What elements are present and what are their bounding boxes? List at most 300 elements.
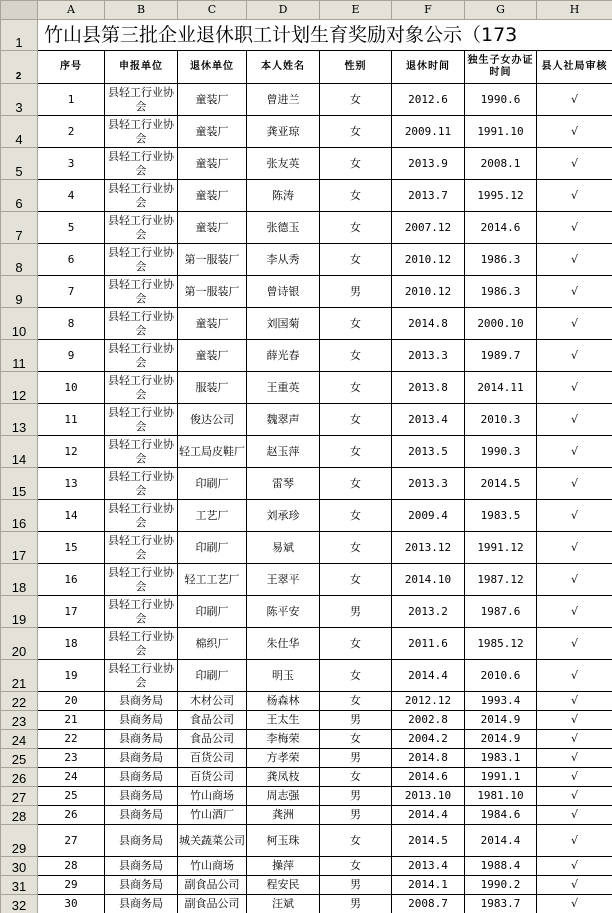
column-header-f[interactable]: F <box>392 1 465 20</box>
header-name[interactable]: 本人姓名 <box>247 51 320 84</box>
cell-review[interactable]: √ <box>537 212 612 244</box>
cell-cert-time[interactable]: 1986.3 <box>465 276 537 308</box>
cell-review[interactable]: √ <box>537 895 612 913</box>
cell-gender[interactable]: 女 <box>320 564 392 596</box>
header-retire-time[interactable]: 退休时间 <box>392 51 465 84</box>
cell-gender[interactable]: 女 <box>320 532 392 564</box>
cell-gender[interactable]: 女 <box>320 692 392 711</box>
cell-retire-time[interactable]: 2014.4 <box>392 806 465 825</box>
cell-cert-time[interactable]: 1989.7 <box>465 340 537 372</box>
cell-retire-time[interactable]: 2013.2 <box>392 596 465 628</box>
cell-retire-unit[interactable]: 竹山商场 <box>178 787 247 806</box>
cell-retire-unit[interactable]: 食品公司 <box>178 711 247 730</box>
row-header[interactable]: 16 <box>1 500 38 532</box>
cell-retire-unit[interactable]: 童装厂 <box>178 180 247 212</box>
cell-gender[interactable]: 女 <box>320 244 392 276</box>
cell-review[interactable]: √ <box>537 876 612 895</box>
cell-retire-unit[interactable]: 副食品公司 <box>178 876 247 895</box>
row-header[interactable]: 10 <box>1 308 38 340</box>
column-header-c[interactable]: C <box>178 1 247 20</box>
row-header-1[interactable]: 1 <box>1 20 38 51</box>
cell-gender[interactable]: 女 <box>320 768 392 787</box>
cell-cert-time[interactable]: 2014.9 <box>465 711 537 730</box>
cell-name[interactable]: 曾诗银 <box>247 276 320 308</box>
cell-retire-unit[interactable]: 棉织厂 <box>178 628 247 660</box>
row-header[interactable]: 32 <box>1 895 38 913</box>
cell-retire-time[interactable]: 2007.12 <box>392 212 465 244</box>
cell-review[interactable]: √ <box>537 692 612 711</box>
cell-review[interactable]: √ <box>537 404 612 436</box>
cell-name[interactable]: 刘承珍 <box>247 500 320 532</box>
cell-seq[interactable]: 18 <box>38 628 105 660</box>
cell-cert-time[interactable]: 1990.6 <box>465 84 537 116</box>
cell-review[interactable]: √ <box>537 148 612 180</box>
cell-report-unit[interactable]: 县轻工行业协会 <box>105 532 178 564</box>
cell-review[interactable]: √ <box>537 857 612 876</box>
cell-review[interactable]: √ <box>537 711 612 730</box>
column-header-a[interactable]: A <box>38 1 105 20</box>
cell-review[interactable]: √ <box>537 787 612 806</box>
cell-name[interactable]: 操萍 <box>247 857 320 876</box>
cell-retire-time[interactable]: 2010.12 <box>392 276 465 308</box>
cell-retire-unit[interactable]: 童装厂 <box>178 116 247 148</box>
cell-gender[interactable]: 男 <box>320 749 392 768</box>
cell-retire-unit[interactable]: 食品公司 <box>178 730 247 749</box>
cell-report-unit[interactable]: 县轻工行业协会 <box>105 180 178 212</box>
cell-review[interactable]: √ <box>537 116 612 148</box>
cell-gender[interactable]: 女 <box>320 436 392 468</box>
table-row <box>1 596 612 628</box>
cell-report-unit[interactable]: 县轻工行业协会 <box>105 596 178 628</box>
cell-name[interactable]: 朱仕华 <box>247 628 320 660</box>
cell-report-unit[interactable]: 县商务局 <box>105 692 178 711</box>
cell-name[interactable]: 张友英 <box>247 148 320 180</box>
cell-review[interactable]: √ <box>537 628 612 660</box>
cell-gender[interactable]: 女 <box>320 730 392 749</box>
cell-gender[interactable]: 男 <box>320 596 392 628</box>
cell-retire-time[interactable]: 2010.12 <box>392 244 465 276</box>
table-row <box>1 532 612 564</box>
row-header[interactable]: 31 <box>1 876 38 895</box>
cell-gender[interactable]: 男 <box>320 806 392 825</box>
cell-report-unit[interactable]: 县轻工行业协会 <box>105 564 178 596</box>
cell-report-unit[interactable]: 县商务局 <box>105 768 178 787</box>
cell-review[interactable]: √ <box>537 308 612 340</box>
cell-retire-unit[interactable]: 俊达公司 <box>178 404 247 436</box>
cell-retire-unit[interactable]: 印刷厂 <box>178 468 247 500</box>
cell-retire-time[interactable]: 2013.9 <box>392 148 465 180</box>
cell-seq[interactable]: 3 <box>38 148 105 180</box>
cell-gender[interactable]: 女 <box>320 628 392 660</box>
row-header[interactable]: 27 <box>1 787 38 806</box>
cell-retire-unit[interactable]: 童装厂 <box>178 84 247 116</box>
cell-name[interactable]: 李梅荣 <box>247 730 320 749</box>
cell-seq[interactable]: 19 <box>38 660 105 692</box>
cell-retire-time[interactable]: 2011.6 <box>392 628 465 660</box>
cell-gender[interactable]: 男 <box>320 711 392 730</box>
cell-gender[interactable]: 男 <box>320 876 392 895</box>
cell-review[interactable]: √ <box>537 436 612 468</box>
cell-review[interactable]: √ <box>537 768 612 787</box>
cell-gender[interactable]: 女 <box>320 116 392 148</box>
cell-gender[interactable]: 女 <box>320 660 392 692</box>
column-header-h[interactable]: H <box>537 1 612 20</box>
row-header[interactable]: 20 <box>1 628 38 660</box>
cell-retire-unit[interactable]: 竹山商场 <box>178 857 247 876</box>
header-cert-time[interactable]: 独生子女办证时间 <box>465 51 537 84</box>
cell-retire-time[interactable]: 2013.7 <box>392 180 465 212</box>
cell-report-unit[interactable]: 县商务局 <box>105 749 178 768</box>
cell-retire-time[interactable]: 2013.4 <box>392 404 465 436</box>
cell-seq[interactable]: 11 <box>38 404 105 436</box>
row-header[interactable]: 4 <box>1 116 38 148</box>
cell-seq[interactable]: 9 <box>38 340 105 372</box>
cell-retire-time[interactable]: 2013.10 <box>392 787 465 806</box>
row-header[interactable]: 19 <box>1 596 38 628</box>
cell-gender[interactable]: 女 <box>320 500 392 532</box>
row-header[interactable]: 22 <box>1 692 38 711</box>
row-header[interactable]: 15 <box>1 468 38 500</box>
cell-seq[interactable]: 5 <box>38 212 105 244</box>
row-header[interactable]: 17 <box>1 532 38 564</box>
cell-retire-time[interactable]: 2004.2 <box>392 730 465 749</box>
cell-name[interactable]: 易斌 <box>247 532 320 564</box>
cell-name[interactable]: 王重英 <box>247 372 320 404</box>
cell-cert-time[interactable]: 1983.1 <box>465 749 537 768</box>
cell-gender[interactable]: 女 <box>320 340 392 372</box>
cell-seq[interactable]: 30 <box>38 895 105 913</box>
cell-retire-unit[interactable]: 第一服装厂 <box>178 244 247 276</box>
select-all-corner[interactable] <box>1 1 38 20</box>
cell-retire-time[interactable]: 2014.5 <box>392 825 465 857</box>
cell-retire-time[interactable]: 2013.3 <box>392 468 465 500</box>
cell-retire-unit[interactable]: 童装厂 <box>178 340 247 372</box>
cell-report-unit[interactable]: 县轻工行业协会 <box>105 212 178 244</box>
cell-cert-time[interactable]: 1984.6 <box>465 806 537 825</box>
header-report-unit[interactable]: 申报单位 <box>105 51 178 84</box>
cell-gender[interactable]: 女 <box>320 404 392 436</box>
table-row <box>1 436 612 468</box>
cell-review[interactable]: √ <box>537 564 612 596</box>
cell-seq[interactable]: 4 <box>38 180 105 212</box>
row-header[interactable]: 28 <box>1 806 38 825</box>
table-row <box>1 730 612 749</box>
cell-name[interactable]: 曾进兰 <box>247 84 320 116</box>
cell-review[interactable]: √ <box>537 180 612 212</box>
cell-cert-time[interactable]: 2014.6 <box>465 212 537 244</box>
cell-seq[interactable]: 6 <box>38 244 105 276</box>
sheet-title[interactable]: 竹山县第三批企业退休职工计划生育奖励对象公示（173 <box>38 20 612 51</box>
cell-report-unit[interactable]: 县商务局 <box>105 895 178 913</box>
cell-name[interactable]: 方孝荣 <box>247 749 320 768</box>
cell-report-unit[interactable]: 县轻工行业协会 <box>105 276 178 308</box>
table-row <box>1 116 612 148</box>
cell-cert-time[interactable]: 1990.3 <box>465 436 537 468</box>
cell-cert-time[interactable]: 1987.6 <box>465 596 537 628</box>
cell-seq[interactable]: 21 <box>38 711 105 730</box>
cell-cert-time[interactable]: 2014.11 <box>465 372 537 404</box>
cell-cert-time[interactable]: 2014.5 <box>465 468 537 500</box>
cell-review[interactable]: √ <box>537 244 612 276</box>
cell-cert-time[interactable]: 1991.12 <box>465 532 537 564</box>
row-header[interactable]: 25 <box>1 749 38 768</box>
cell-retire-time[interactable]: 2013.8 <box>392 372 465 404</box>
cell-review[interactable]: √ <box>537 660 612 692</box>
cell-name[interactable]: 龚洲 <box>247 806 320 825</box>
cell-name[interactable]: 魏翠声 <box>247 404 320 436</box>
cell-review[interactable]: √ <box>537 84 612 116</box>
cell-retire-unit[interactable]: 轻工工艺厂 <box>178 564 247 596</box>
cell-cert-time[interactable]: 2014.9 <box>465 730 537 749</box>
cell-seq[interactable]: 10 <box>38 372 105 404</box>
cell-retire-time[interactable]: 2013.5 <box>392 436 465 468</box>
cell-name[interactable]: 龚亚琼 <box>247 116 320 148</box>
header-gender[interactable]: 性别 <box>320 51 392 84</box>
cell-name[interactable]: 张德玉 <box>247 212 320 244</box>
cell-cert-time[interactable]: 1993.4 <box>465 692 537 711</box>
cell-report-unit[interactable]: 县商务局 <box>105 806 178 825</box>
row-header[interactable]: 26 <box>1 768 38 787</box>
cell-seq[interactable]: 1 <box>38 84 105 116</box>
header-seq[interactable]: 序号 <box>38 51 105 84</box>
cell-retire-time[interactable]: 2014.8 <box>392 308 465 340</box>
row-header[interactable]: 21 <box>1 660 38 692</box>
row-header[interactable]: 3 <box>1 84 38 116</box>
cell-retire-unit[interactable]: 工艺厂 <box>178 500 247 532</box>
cell-cert-time[interactable]: 2010.6 <box>465 660 537 692</box>
cell-review[interactable]: √ <box>537 749 612 768</box>
cell-cert-time[interactable]: 1995.12 <box>465 180 537 212</box>
cell-report-unit[interactable]: 县轻工行业协会 <box>105 500 178 532</box>
cell-retire-unit[interactable]: 竹山酒厂 <box>178 806 247 825</box>
cell-report-unit[interactable]: 县商务局 <box>105 730 178 749</box>
table-row <box>1 500 612 532</box>
cell-name[interactable]: 柯玉珠 <box>247 825 320 857</box>
cell-name[interactable]: 李从秀 <box>247 244 320 276</box>
row-header[interactable]: 7 <box>1 212 38 244</box>
cell-seq[interactable]: 2 <box>38 116 105 148</box>
cell-retire-unit[interactable]: 轻工局皮鞋厂 <box>178 436 247 468</box>
cell-cert-time[interactable]: 1991.10 <box>465 116 537 148</box>
cell-gender[interactable]: 女 <box>320 857 392 876</box>
cell-seq[interactable]: 26 <box>38 806 105 825</box>
cell-name[interactable]: 陈涛 <box>247 180 320 212</box>
row-header-2[interactable]: 2 <box>1 51 38 84</box>
cell-review[interactable]: √ <box>537 730 612 749</box>
column-header-e[interactable]: E <box>320 1 392 20</box>
cell-retire-time[interactable]: 2014.6 <box>392 768 465 787</box>
cell-seq[interactable]: 28 <box>38 857 105 876</box>
cell-retire-unit[interactable]: 印刷厂 <box>178 596 247 628</box>
cell-review[interactable]: √ <box>537 276 612 308</box>
cell-name[interactable]: 陈平安 <box>247 596 320 628</box>
cell-cert-time[interactable]: 1990.2 <box>465 876 537 895</box>
row-header[interactable]: 29 <box>1 825 38 857</box>
cell-seq[interactable]: 29 <box>38 876 105 895</box>
cell-seq[interactable]: 24 <box>38 768 105 787</box>
cell-seq[interactable]: 14 <box>38 500 105 532</box>
cell-seq[interactable]: 22 <box>38 730 105 749</box>
cell-retire-unit[interactable]: 服装厂 <box>178 372 247 404</box>
cell-name[interactable]: 龚凤枝 <box>247 768 320 787</box>
cell-name[interactable]: 雷琴 <box>247 468 320 500</box>
cell-report-unit[interactable]: 县商务局 <box>105 876 178 895</box>
cell-gender[interactable]: 男 <box>320 895 392 913</box>
cell-report-unit[interactable]: 县轻工行业协会 <box>105 372 178 404</box>
cell-retire-time[interactable]: 2013.12 <box>392 532 465 564</box>
cell-retire-time[interactable]: 2013.4 <box>392 857 465 876</box>
cell-retire-time[interactable]: 2014.1 <box>392 876 465 895</box>
row-header[interactable]: 18 <box>1 564 38 596</box>
cell-retire-unit[interactable]: 印刷厂 <box>178 532 247 564</box>
cell-seq[interactable]: 20 <box>38 692 105 711</box>
cell-report-unit[interactable]: 县商务局 <box>105 825 178 857</box>
cell-seq[interactable]: 16 <box>38 564 105 596</box>
cell-retire-unit[interactable]: 城关蔬菜公司 <box>178 825 247 857</box>
cell-seq[interactable]: 15 <box>38 532 105 564</box>
cell-gender[interactable]: 女 <box>320 212 392 244</box>
cell-seq[interactable]: 12 <box>38 436 105 468</box>
cell-retire-time[interactable]: 2012.6 <box>392 84 465 116</box>
cell-retire-unit[interactable]: 百货公司 <box>178 768 247 787</box>
cell-review[interactable]: √ <box>537 372 612 404</box>
cell-seq[interactable]: 27 <box>38 825 105 857</box>
cell-name[interactable]: 赵玉萍 <box>247 436 320 468</box>
row-header[interactable]: 5 <box>1 148 38 180</box>
cell-cert-time[interactable]: 1985.12 <box>465 628 537 660</box>
cell-gender[interactable]: 女 <box>320 825 392 857</box>
cell-report-unit[interactable]: 县轻工行业协会 <box>105 148 178 180</box>
cell-retire-time[interactable]: 2014.4 <box>392 660 465 692</box>
cell-report-unit[interactable]: 县轻工行业协会 <box>105 628 178 660</box>
cell-retire-unit[interactable]: 童装厂 <box>178 308 247 340</box>
column-header-g[interactable]: G <box>465 1 537 20</box>
cell-retire-unit[interactable]: 木材公司 <box>178 692 247 711</box>
cell-seq[interactable]: 23 <box>38 749 105 768</box>
cell-cert-time[interactable]: 1983.7 <box>465 895 537 913</box>
cell-gender[interactable]: 女 <box>320 372 392 404</box>
cell-report-unit[interactable]: 县轻工行业协会 <box>105 436 178 468</box>
cell-review[interactable]: √ <box>537 806 612 825</box>
row-header[interactable]: 30 <box>1 857 38 876</box>
cell-review[interactable]: √ <box>537 532 612 564</box>
cell-retire-time[interactable]: 2008.7 <box>392 895 465 913</box>
cell-gender[interactable]: 女 <box>320 308 392 340</box>
header-review[interactable]: 县人社局审核 <box>537 51 612 84</box>
cell-retire-time[interactable]: 2014.8 <box>392 749 465 768</box>
cell-name[interactable]: 刘国菊 <box>247 308 320 340</box>
table-row <box>1 340 612 372</box>
cell-name[interactable]: 程安民 <box>247 876 320 895</box>
cell-report-unit[interactable]: 县轻工行业协会 <box>105 308 178 340</box>
cell-retire-time[interactable]: 2002.8 <box>392 711 465 730</box>
cell-cert-time[interactable]: 2010.3 <box>465 404 537 436</box>
cell-retire-unit[interactable]: 百货公司 <box>178 749 247 768</box>
cell-cert-time[interactable]: 2014.4 <box>465 825 537 857</box>
cell-seq[interactable]: 8 <box>38 308 105 340</box>
cell-report-unit[interactable]: 县轻工行业协会 <box>105 340 178 372</box>
cell-name[interactable]: 王太生 <box>247 711 320 730</box>
cell-cert-time[interactable]: 1987.12 <box>465 564 537 596</box>
cell-review[interactable]: √ <box>537 340 612 372</box>
cell-cert-time[interactable]: 1988.4 <box>465 857 537 876</box>
row-header[interactable]: 12 <box>1 372 38 404</box>
cell-retire-unit[interactable]: 第一服装厂 <box>178 276 247 308</box>
table-row <box>1 825 612 857</box>
cell-report-unit[interactable]: 县商务局 <box>105 787 178 806</box>
cell-retire-time[interactable]: 2009.11 <box>392 116 465 148</box>
cell-retire-unit[interactable]: 印刷厂 <box>178 660 247 692</box>
cell-report-unit[interactable]: 县轻工行业协会 <box>105 244 178 276</box>
cell-review[interactable]: √ <box>537 825 612 857</box>
cell-seq[interactable]: 17 <box>38 596 105 628</box>
cell-gender[interactable]: 女 <box>320 84 392 116</box>
column-header-d[interactable]: D <box>247 1 320 20</box>
cell-seq[interactable]: 13 <box>38 468 105 500</box>
row-header[interactable]: 6 <box>1 180 38 212</box>
cell-seq[interactable]: 25 <box>38 787 105 806</box>
cell-name[interactable]: 王翠平 <box>247 564 320 596</box>
row-header[interactable]: 13 <box>1 404 38 436</box>
cell-name[interactable]: 薛光春 <box>247 340 320 372</box>
cell-cert-time[interactable]: 2000.10 <box>465 308 537 340</box>
cell-cert-time[interactable]: 1991.1 <box>465 768 537 787</box>
cell-retire-time[interactable]: 2012.12 <box>392 692 465 711</box>
cell-name[interactable]: 明玉 <box>247 660 320 692</box>
row-header[interactable]: 9 <box>1 276 38 308</box>
cell-retire-unit[interactable]: 童装厂 <box>178 148 247 180</box>
cell-name[interactable]: 周志强 <box>247 787 320 806</box>
row-header[interactable]: 23 <box>1 711 38 730</box>
row-header[interactable]: 24 <box>1 730 38 749</box>
row-header[interactable]: 11 <box>1 340 38 372</box>
cell-name[interactable]: 汪斌 <box>247 895 320 913</box>
cell-gender[interactable]: 男 <box>320 276 392 308</box>
cell-retire-time[interactable]: 2014.10 <box>392 564 465 596</box>
cell-report-unit[interactable]: 县轻工行业协会 <box>105 84 178 116</box>
cell-cert-time[interactable]: 1986.3 <box>465 244 537 276</box>
cell-report-unit[interactable]: 县轻工行业协会 <box>105 404 178 436</box>
cell-review[interactable]: √ <box>537 500 612 532</box>
cell-retire-time[interactable]: 2013.3 <box>392 340 465 372</box>
cell-name[interactable]: 杨森林 <box>247 692 320 711</box>
table-row <box>1 404 612 436</box>
cell-report-unit[interactable]: 县轻工行业协会 <box>105 468 178 500</box>
column-header-b[interactable]: B <box>105 1 178 20</box>
cell-report-unit[interactable]: 县商务局 <box>105 711 178 730</box>
cell-cert-time[interactable]: 2008.1 <box>465 148 537 180</box>
cell-retire-unit[interactable]: 童装厂 <box>178 212 247 244</box>
table-row <box>1 180 612 212</box>
cell-seq[interactable]: 7 <box>38 276 105 308</box>
cell-gender[interactable]: 男 <box>320 787 392 806</box>
cell-gender[interactable]: 女 <box>320 180 392 212</box>
header-retire-unit[interactable]: 退休单位 <box>178 51 247 84</box>
cell-retire-unit[interactable]: 副食品公司 <box>178 895 247 913</box>
cell-retire-time[interactable]: 2009.4 <box>392 500 465 532</box>
cell-cert-time[interactable]: 1981.10 <box>465 787 537 806</box>
row-header[interactable]: 14 <box>1 436 38 468</box>
cell-gender[interactable]: 女 <box>320 468 392 500</box>
cell-report-unit[interactable]: 县轻工行业协会 <box>105 116 178 148</box>
cell-review[interactable]: √ <box>537 468 612 500</box>
cell-cert-time[interactable]: 1983.5 <box>465 500 537 532</box>
row-header[interactable]: 8 <box>1 244 38 276</box>
cell-review[interactable]: √ <box>537 596 612 628</box>
cell-report-unit[interactable]: 县轻工行业协会 <box>105 660 178 692</box>
cell-report-unit[interactable]: 县商务局 <box>105 857 178 876</box>
cell-gender[interactable]: 女 <box>320 148 392 180</box>
